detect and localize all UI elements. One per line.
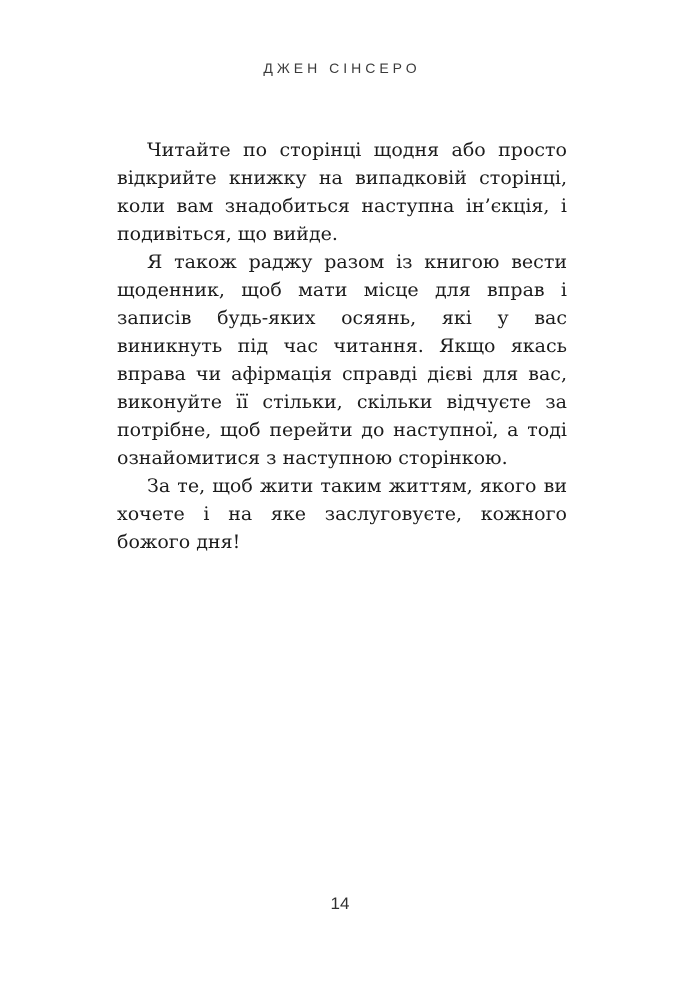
body-text bbox=[117, 136, 567, 556]
running-header-author: ДЖЕН СІНСЕРО bbox=[263, 60, 421, 76]
paragraph: За те, щоб жити таким життям, якого ви хочете і на яке заслуговуєте, кожного божого дня! bbox=[117, 475, 567, 553]
page-number: 14 bbox=[330, 894, 350, 913]
paragraph: Я також раджу разом із книгою вести щоденник, щоб мати місце для вправ і записів будь-яких осяянь, які у вас виникнуть під час читання. Якщо якась вправа чи афірмація справді дієві для вас, виконуйте її стільки, скільки відчуєте за потрібне, щоб перейти до наступної, а тоді ознайомитися з наступною сторінкою. bbox=[117, 251, 567, 469]
paragraph: Читайте по сторінці щодня або просто відкрийте книжку на випадковій сторінці, коли вам знадобиться наступна ін’єкція, і подивіться, що вийде. bbox=[117, 139, 567, 245]
